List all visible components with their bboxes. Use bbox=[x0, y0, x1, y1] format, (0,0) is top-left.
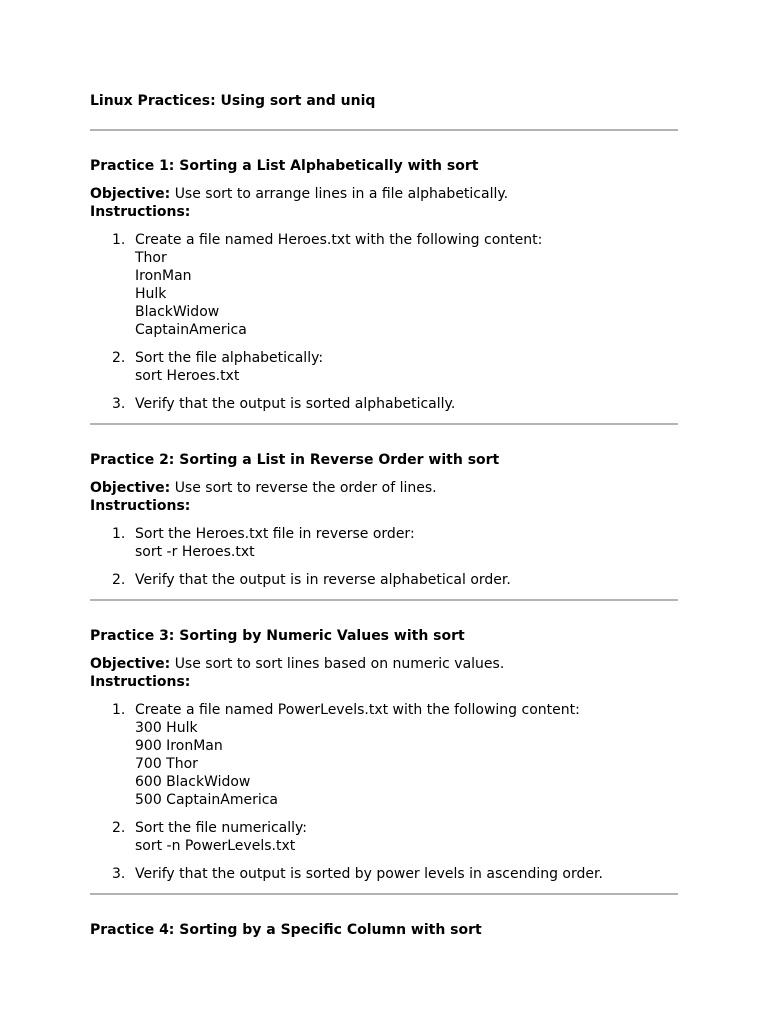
step-number: 3. bbox=[112, 866, 126, 882]
file-content-line: 500 CaptainAmerica bbox=[135, 792, 278, 808]
objective-label: Objective: bbox=[90, 186, 171, 202]
file-content-line: 700 Thor bbox=[135, 756, 198, 772]
step-item bbox=[90, 525, 678, 561]
step-number: 2. bbox=[112, 572, 126, 588]
file-content-line: 300 Hulk bbox=[135, 720, 198, 736]
practice-title: Practice 3: Sorting by Numeric Values with sort bbox=[90, 628, 465, 644]
command-line: sort -r Heroes.txt bbox=[135, 544, 255, 560]
instructions-label: Instructions: bbox=[90, 204, 191, 220]
step-item bbox=[90, 571, 678, 589]
step-text: Verify that the output is in reverse alphabetical order. bbox=[135, 572, 511, 588]
objective-text: Use sort to reverse the order of lines. bbox=[174, 480, 437, 496]
command-line: sort Heroes.txt bbox=[135, 368, 240, 384]
step-number: 1. bbox=[112, 702, 126, 718]
practice-title: Practice 1: Sorting a List Alphabetically with sort bbox=[90, 158, 479, 174]
practice-4 bbox=[90, 921, 678, 939]
step-item bbox=[90, 819, 678, 855]
objective-label: Objective: bbox=[90, 656, 171, 672]
file-content-line: Hulk bbox=[135, 286, 167, 302]
steps-list bbox=[90, 701, 678, 883]
step-text: Sort the Heroes.txt file in reverse order: bbox=[135, 526, 415, 542]
objective-label: Objective: bbox=[90, 480, 171, 496]
document-title: Linux Practices: Using sort and uniq bbox=[90, 93, 376, 109]
objective-text: Use sort to sort lines based on numeric values. bbox=[174, 656, 505, 672]
step-number: 2. bbox=[112, 820, 126, 836]
document-content bbox=[90, 92, 678, 939]
objective bbox=[90, 479, 678, 497]
command-line: sort -n PowerLevels.txt bbox=[135, 838, 296, 854]
step-number: 1. bbox=[112, 232, 126, 248]
practice-3 bbox=[90, 627, 678, 883]
step-item bbox=[90, 865, 678, 883]
divider bbox=[90, 893, 678, 895]
instructions-label: Instructions: bbox=[90, 674, 191, 690]
step-item bbox=[90, 395, 678, 413]
file-content-line: CaptainAmerica bbox=[135, 322, 247, 338]
step-item bbox=[90, 701, 678, 809]
objective bbox=[90, 185, 678, 203]
practice-1 bbox=[90, 157, 678, 413]
step-text: Verify that the output is sorted alphabetically. bbox=[135, 396, 456, 412]
file-content-line: 900 IronMan bbox=[135, 738, 223, 754]
step-text: Sort the file alphabetically: bbox=[135, 350, 324, 366]
practice-title: Practice 2: Sorting a List in Reverse Order with sort bbox=[90, 452, 500, 468]
step-number: 1. bbox=[112, 526, 126, 542]
step-text: Create a file named PowerLevels.txt with the following content: bbox=[135, 702, 580, 718]
file-content-line: Thor bbox=[135, 250, 167, 266]
step-text: Sort the file numerically: bbox=[135, 820, 308, 836]
divider bbox=[90, 129, 678, 131]
file-content-line: IronMan bbox=[135, 268, 192, 284]
file-content-line: BlackWidow bbox=[135, 304, 220, 320]
divider bbox=[90, 423, 678, 425]
file-content-line: 600 BlackWidow bbox=[135, 774, 251, 790]
steps-list bbox=[90, 231, 678, 413]
steps-list bbox=[90, 525, 678, 589]
step-number: 2. bbox=[112, 350, 126, 366]
instructions-label: Instructions: bbox=[90, 498, 191, 514]
divider bbox=[90, 599, 678, 601]
step-item bbox=[90, 231, 678, 339]
step-text: Verify that the output is sorted by power levels in ascending order. bbox=[135, 866, 603, 882]
objective-text: Use sort to arrange lines in a file alphabetically. bbox=[174, 186, 509, 202]
objective bbox=[90, 655, 678, 673]
practice-title: Practice 4: Sorting by a Specific Column with sort bbox=[90, 922, 482, 938]
practice-2 bbox=[90, 451, 678, 589]
step-text: Create a file named Heroes.txt with the following content: bbox=[135, 232, 543, 248]
step-number: 3. bbox=[112, 396, 126, 412]
step-item bbox=[90, 349, 678, 385]
